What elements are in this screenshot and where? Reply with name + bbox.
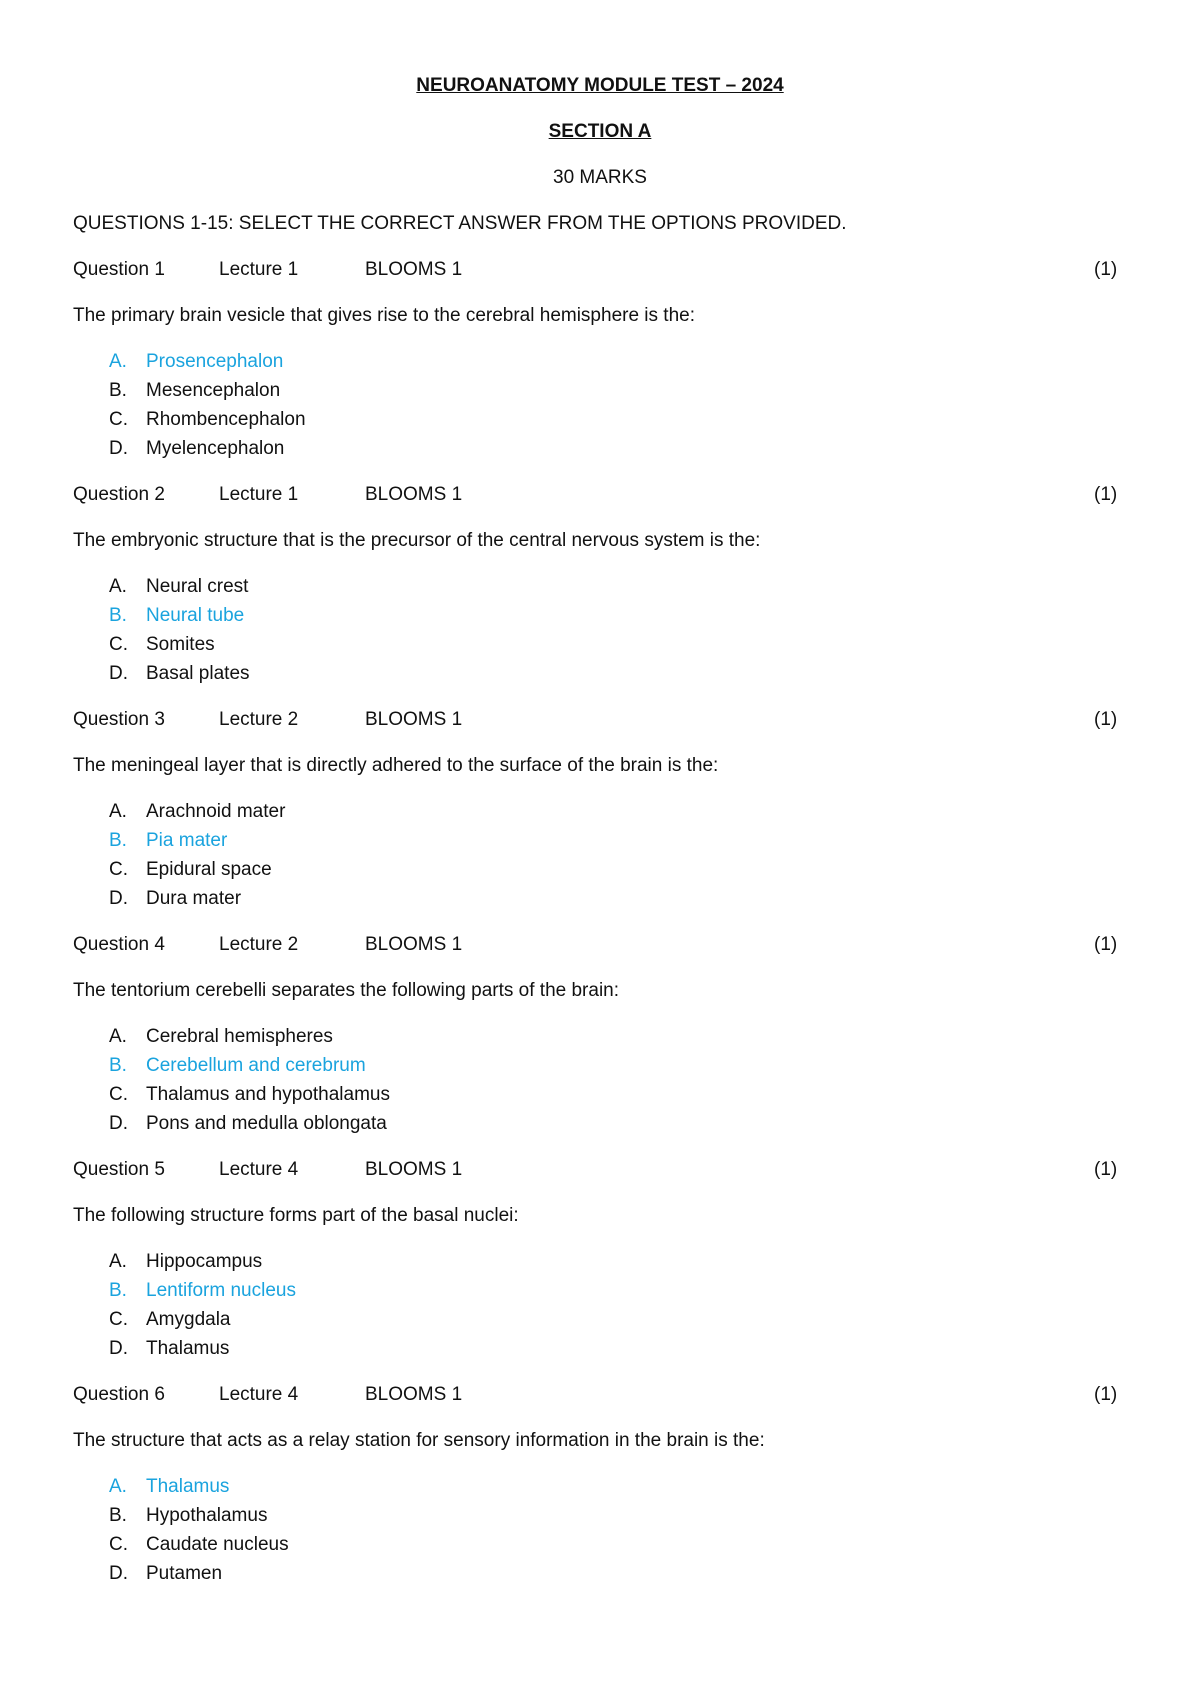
option-letter: B. xyxy=(109,1280,127,1301)
option-letter: D. xyxy=(109,663,128,684)
option-text: Thalamus xyxy=(146,1476,230,1497)
option-text: Hippocampus xyxy=(146,1251,263,1272)
question-header xyxy=(0,933,1200,957)
question-header xyxy=(0,708,1200,732)
question-lecture: Lecture 2 xyxy=(219,934,299,955)
option-letter: B. xyxy=(109,1055,127,1076)
option-text: Thalamus xyxy=(146,1338,230,1359)
question-blooms-level: BLOOMS 1 xyxy=(365,709,463,730)
option-text: Neural crest xyxy=(146,576,249,597)
question-lecture: Lecture 4 xyxy=(219,1159,299,1180)
option-text: Basal plates xyxy=(146,663,250,684)
question-mark: (1) xyxy=(1094,709,1118,730)
question-stem: The primary brain vesicle that gives rise to the cerebral hemisphere is the: xyxy=(73,305,695,326)
option-text: Somites xyxy=(146,634,215,655)
question-header xyxy=(0,1158,1200,1182)
option-text: Cerebral hemispheres xyxy=(146,1026,333,1047)
question-blooms-level: BLOOMS 1 xyxy=(365,484,463,505)
question-block xyxy=(0,483,1200,703)
option-text: Rhombencephalon xyxy=(146,409,306,430)
total-marks: 30 MARKS xyxy=(553,167,647,188)
option-letter: C. xyxy=(109,1084,128,1105)
option-text: Amygdala xyxy=(146,1309,231,1330)
question-number: Question 2 xyxy=(73,484,165,505)
option-letter: C. xyxy=(109,1309,128,1330)
question-number: Question 3 xyxy=(73,709,165,730)
option-letter: C. xyxy=(109,409,128,430)
option-text: Thalamus and hypothalamus xyxy=(146,1084,390,1105)
option-text: Arachnoid mater xyxy=(146,801,286,822)
question-stem: The meningeal layer that is directly adhered to the surface of the brain is the: xyxy=(73,755,719,776)
question-lecture: Lecture 2 xyxy=(219,709,299,730)
question-lecture: Lecture 1 xyxy=(219,484,299,505)
question-block xyxy=(0,933,1200,1153)
question-mark: (1) xyxy=(1094,1384,1118,1405)
option-text: Epidural space xyxy=(146,859,272,880)
option-letter: D. xyxy=(109,1338,128,1359)
option-text: Prosencephalon xyxy=(146,351,284,372)
option-text: Mesencephalon xyxy=(146,380,281,401)
option-text: Cerebellum and cerebrum xyxy=(146,1055,366,1076)
option-letter: D. xyxy=(109,1563,128,1584)
question-header xyxy=(0,483,1200,507)
option-text: Neural tube xyxy=(146,605,245,626)
option-letter: D. xyxy=(109,888,128,909)
document-title: NEUROANATOMY MODULE TEST – 2024 xyxy=(416,75,784,96)
option-text: Caudate nucleus xyxy=(146,1534,289,1555)
question-lecture: Lecture 4 xyxy=(219,1384,299,1405)
question-mark: (1) xyxy=(1094,484,1118,505)
question-stem: The embryonic structure that is the precursor of the central nervous system is the: xyxy=(73,530,761,551)
question-number: Question 5 xyxy=(73,1159,165,1180)
question-stem: The structure that acts as a relay station for sensory information in the brain is the: xyxy=(73,1430,765,1451)
question-block xyxy=(0,1158,1200,1378)
option-letter: D. xyxy=(109,1113,128,1134)
option-letter: B. xyxy=(109,605,127,626)
option-text: Pons and medulla oblongata xyxy=(146,1113,387,1134)
question-blooms-level: BLOOMS 1 xyxy=(365,259,463,280)
option-letter: A. xyxy=(109,1026,127,1047)
question-blooms-level: BLOOMS 1 xyxy=(365,1159,463,1180)
question-stem: The tentorium cerebelli separates the following parts of the brain: xyxy=(73,980,620,1001)
option-letter: B. xyxy=(109,380,127,401)
question-number: Question 1 xyxy=(73,259,165,280)
option-letter: B. xyxy=(109,1505,127,1526)
question-number: Question 4 xyxy=(73,934,165,955)
option-letter: A. xyxy=(109,576,127,597)
question-block xyxy=(0,708,1200,928)
question-block xyxy=(0,1383,1200,1603)
question-block xyxy=(0,258,1200,478)
instructions: QUESTIONS 1-15: SELECT THE CORRECT ANSWER FROM THE OPTIONS PROVIDED. xyxy=(73,213,847,234)
question-mark: (1) xyxy=(1094,1159,1118,1180)
option-letter: C. xyxy=(109,859,128,880)
question-blooms-level: BLOOMS 1 xyxy=(365,934,463,955)
option-text: Lentiform nucleus xyxy=(146,1280,296,1301)
question-mark: (1) xyxy=(1094,259,1118,280)
option-text: Pia mater xyxy=(146,830,228,851)
question-stem: The following structure forms part of the basal nuclei: xyxy=(73,1205,519,1226)
question-lecture: Lecture 1 xyxy=(219,259,299,280)
option-letter: D. xyxy=(109,438,128,459)
option-text: Dura mater xyxy=(146,888,242,909)
option-text: Hypothalamus xyxy=(146,1505,268,1526)
option-letter: B. xyxy=(109,830,127,851)
option-letter: C. xyxy=(109,634,128,655)
option-letter: A. xyxy=(109,1476,127,1497)
question-mark: (1) xyxy=(1094,934,1118,955)
option-letter: A. xyxy=(109,351,127,372)
question-blooms-level: BLOOMS 1 xyxy=(365,1384,463,1405)
option-letter: A. xyxy=(109,801,127,822)
option-text: Myelencephalon xyxy=(146,438,285,459)
question-number: Question 6 xyxy=(73,1384,165,1405)
option-letter: C. xyxy=(109,1534,128,1555)
option-letter: A. xyxy=(109,1251,127,1272)
question-header xyxy=(0,1383,1200,1407)
section-heading: SECTION A xyxy=(548,121,652,142)
option-text: Putamen xyxy=(146,1563,223,1584)
question-header xyxy=(0,258,1200,282)
